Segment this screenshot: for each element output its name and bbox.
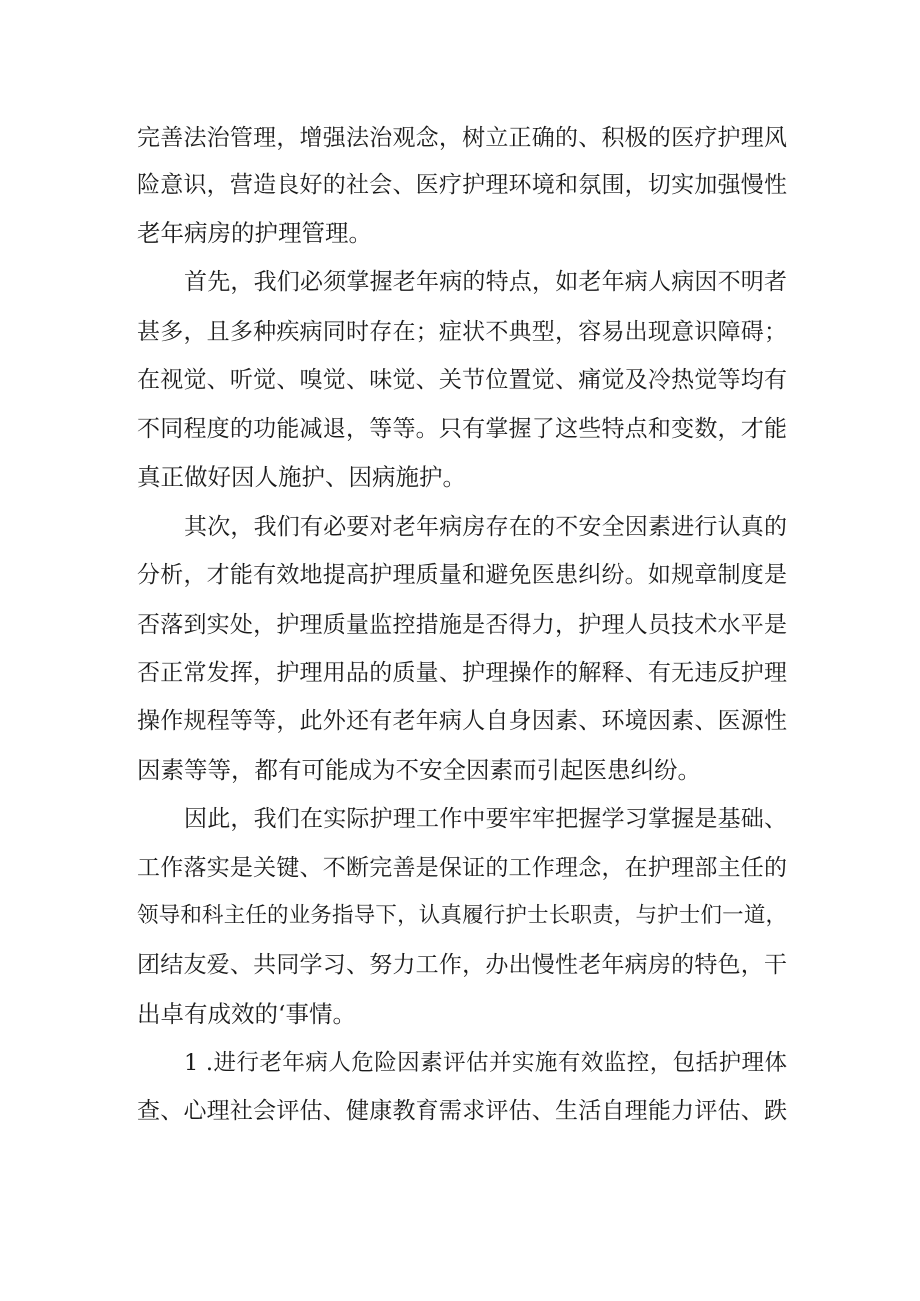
paragraph-1-line-2: 险意识，营造良好的社会、医疗护理环境和氛围，切实加强慢性 — [137, 172, 787, 198]
paragraph-1-line-1: 完善法治管理，增强法治观念，树立正确的、积极的医疗护理风 — [137, 125, 787, 151]
paragraph-2-line-5: 真正做好因人施护、因病施护。 — [137, 463, 466, 491]
paragraph-4-line-5: 出卓有成效的‘事情。 — [137, 1000, 356, 1028]
paragraph-4-line-3: 领导和科主任的业务指导下，认真履行护士长职责，与护士们一道， — [137, 903, 787, 928]
paragraph-2-line-3: 在视觉、听觉、嗅觉、味觉、关节位置觉、痛觉及冷热觉等均有 — [137, 367, 787, 393]
paragraph-1-line-3: 老年病房的护理管理。 — [137, 219, 372, 247]
paragraph-3-line-5: 操作规程等等，此外还有老年病人自身因素、环境因素、医源性 — [137, 708, 787, 734]
paragraph-3-line-1: 其次，我们有必要对老年病房存在的不安全因素进行认真的 — [184, 514, 787, 540]
paragraph-3-line-2: 分析，才能有效地提高护理质量和避免医患纠纷。如规章制度是 — [137, 562, 787, 588]
paragraph-2-line-1: 首先，我们必须掌握老年病的特点，如老年病人病因不明者 — [184, 269, 787, 295]
paragraph-5-line-1: 1 .进行老年病人危险因素评估并实施有效监控，包括护理体 — [184, 1050, 787, 1076]
paragraph-2-line-4: 不同程度的功能减退，等等。只有掌握了这些特点和变数，才能 — [137, 416, 787, 442]
paragraph-4-line-2: 工作落实是关键、不断完善是保证的工作理念，在护理部主任的 — [137, 855, 787, 881]
paragraph-3-line-4: 否正常发挥，护理用品的质量、护理操作的解释、有无违反护理 — [137, 660, 787, 686]
paragraph-3-line-6: 因素等等，都有可能成为不安全因素而引起医患纠纷。 — [137, 756, 701, 784]
paragraph-3-line-3: 否落到实处，护理质量监控措施是否得力，护理人员技术水平是 — [137, 612, 787, 638]
paragraph-2-line-2: 甚多，且多种疾病同时存在；症状不典型，容易出现意识障碍； — [137, 319, 787, 345]
paragraph-4-line-4: 团结友爱、共同学习、努力工作，办出慢性老年病房的特色，干 — [137, 952, 787, 978]
paragraph-5-line-2: 查、心理社会评估、健康教育需求评估、生活自理能力评估、跌 — [137, 1098, 787, 1124]
paragraph-4-line-1: 因此，我们在实际护理工作中要牢牢把握学习掌握是基础、 — [184, 806, 787, 832]
